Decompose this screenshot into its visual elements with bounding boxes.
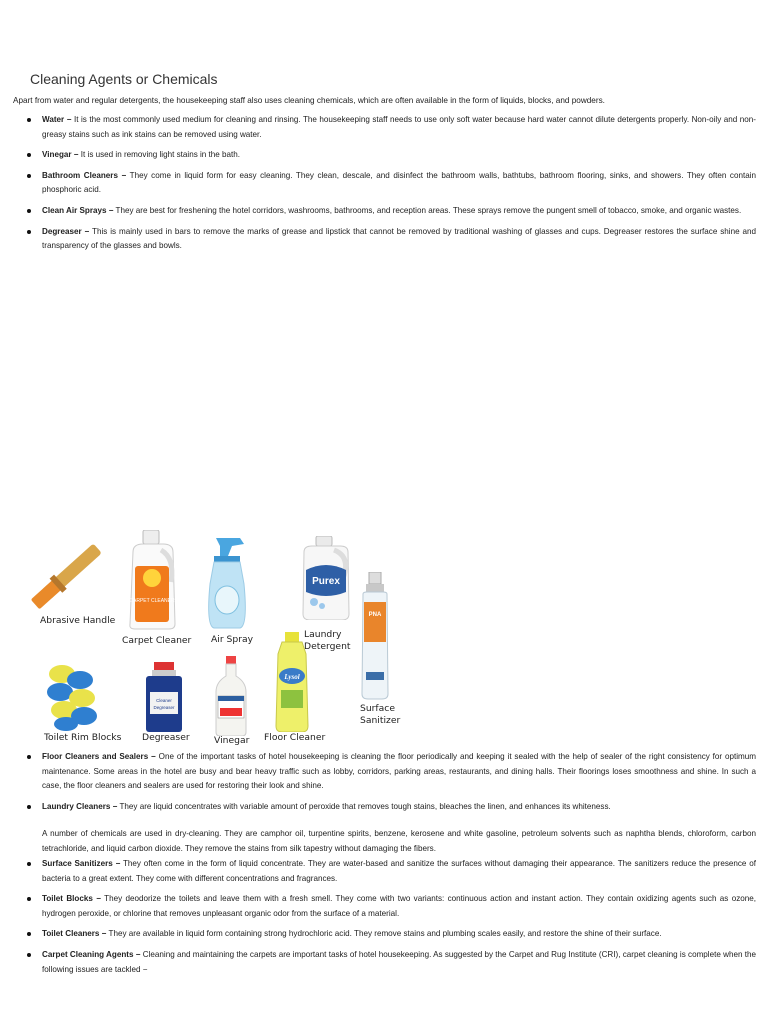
item-term: Bathroom Cleaners − xyxy=(42,170,127,180)
abrasive-handle-image xyxy=(30,536,102,616)
list-item-bathroom-cleaners xyxy=(26,169,756,198)
item-text: One of the important tasks of hotel housekeeping is cleaning the floor periodically and keeping it sealed with the help of sealer of the right consistency for optimum maintenance. Some areas in the hotel are busy and bear heavy traffic such as lobby, corridors, parking areas, restaurants, and dining halls. Their floorings loses smoothness and shine. In such a case, the floor cleaners and sealers are used for restoring their look and shine. xyxy=(42,752,756,791)
list-item-carpet-cleaning-agents xyxy=(26,948,756,977)
svg-text:Lysol: Lysol xyxy=(284,673,300,681)
caption-floor-cleaner: Floor Cleaner xyxy=(264,732,326,743)
item-text: They are available in liquid form containing strong hydrochloric acid. They remove stains and plumbing scales easily, and restore the shine of their surface. xyxy=(106,929,662,939)
item-term: Toilet Cleaners − xyxy=(42,929,107,939)
caption-laundry-line2: Detergent xyxy=(304,641,351,652)
carpet-cleaner-image xyxy=(125,530,181,630)
caption-air-spray: Air Spray xyxy=(211,634,254,645)
page-title: Cleaning Agents or Chemicals xyxy=(30,71,218,87)
item-term: Clean Air Sprays − xyxy=(42,205,114,215)
list-item-floor-cleaners xyxy=(26,750,756,794)
caption-degreaser: Degreaser xyxy=(142,732,190,743)
floor-cleaner-image xyxy=(272,632,312,732)
list-item-clean-air-sprays xyxy=(26,204,756,219)
caption-sanitizer-line2: Sanitizer xyxy=(360,715,401,726)
dry-cleaning-paragraph: A number of chemicals are used in dry-cleaning. They are camphor oil, turpentine spirits, benzene, kerosene and white gasoline, petroleum solvents such as naphtha blends, chloroform, carbon tetrachloride, and liquid carbon dioxide. They remove the stains from silk tapestry without damaging the fibers. xyxy=(42,829,756,853)
list-item-toilet-cleaners xyxy=(26,927,756,942)
item-text: Cleaning and maintaining the carpets are important tasks of hotel housekeeping. As suggested by the Carpet and Rug Institute (CRI), carpet cleaning is complete when the following issues are tackled − xyxy=(42,949,756,974)
item-text: They are best for freshening the hotel corridors, washrooms, bathrooms, and reception areas. These sprays remove the pungent smell of tobacco, smoke, and organic wastes. xyxy=(113,205,742,215)
item-text: They often come in the form of liquid concentrate. They are water-based and sanitize the surfaces without damaging their appearance. The sanitizers reduce the presence of bacteria to a great extent. They come with different concentrations and fragrances. xyxy=(42,859,756,883)
item-term: Degreaser − xyxy=(42,226,90,236)
svg-text:Purex: Purex xyxy=(312,576,340,587)
svg-text:Cleaner: Cleaner xyxy=(156,698,172,703)
item-text: They are liquid concentrates with variable amount of peroxide that removes tough stains, bleaches the linen, and enhances its whiteness. xyxy=(117,801,611,811)
bottom-list-continued xyxy=(26,857,756,977)
bottom-list xyxy=(26,750,756,814)
list-item-water xyxy=(26,113,756,142)
top-list xyxy=(26,113,756,254)
surface-sanitizer-image xyxy=(358,572,392,700)
item-term: Toilet Blocks − xyxy=(42,894,101,904)
caption-sanitizer-line1: Surface xyxy=(360,703,396,714)
item-term: Vinegar − xyxy=(42,150,79,160)
item-text: This is mainly used in bars to remove the marks of grease and lipstick that cannot be removed by traditional washing of glasses and cups. Degreaser restores the surface shine and transparency of the glasses and bowls. xyxy=(42,226,756,251)
svg-text:CARPET CLEANER: CARPET CLEANER xyxy=(129,598,175,604)
item-term: Floor Cleaners and Sealers − xyxy=(42,752,156,761)
laundry-detergent-image xyxy=(300,536,352,620)
degreaser-image xyxy=(144,662,184,732)
vinegar-image xyxy=(214,656,248,736)
caption-carpet-cleaner: Carpet Cleaner xyxy=(122,635,192,646)
item-term: Surface Sanitizers − xyxy=(42,859,121,868)
toilet-rim-blocks-image xyxy=(44,660,104,732)
item-text: It is used in removing light stains in the bath. xyxy=(78,150,241,160)
list-item-degreaser xyxy=(26,225,756,254)
caption-laundry-line1: Laundry xyxy=(304,629,342,640)
item-term: Water − xyxy=(42,115,72,124)
item-term: Laundry Cleaners − xyxy=(42,801,118,811)
list-item-vinegar xyxy=(26,148,756,163)
caption-toilet-rim-blocks: Toilet Rim Blocks xyxy=(44,732,122,743)
intro-paragraph: Apart from water and regular detergents, the housekeeping staff also uses cleaning chemicals, which are often available in the form of liquids, blocks, and powders. xyxy=(13,96,605,105)
list-item-toilet-blocks xyxy=(26,892,756,921)
list-item-surface-sanitizers xyxy=(26,857,756,886)
item-text: They come in liquid form for easy cleaning. They clean, descale, and disinfect the bathroom walls, bathtubs, bathroom flooring, sinks, and showers. They often contain phosphoric acid. xyxy=(42,170,757,195)
air-spray-image xyxy=(204,534,258,630)
caption-abrasive-handle: Abrasive Handle xyxy=(40,615,116,626)
item-text: It is the most commonly used medium for cleaning and rinsing. The housekeeping staff needs to use only soft water because hard water cannot dilute detergents properly. Non-oily and non-greasy stains such as ink stains can be removed using water. xyxy=(42,115,756,139)
item-text: They deodorize the toilets and leave them with a fresh smell. They come with two variants: continuous action and instant action. They contain oxidizing agents such as ozone, hydrogen peroxide, or chlorine that removes unpleasant organic odor from the surface of a material. xyxy=(42,894,756,918)
item-term: Carpet Cleaning Agents − xyxy=(42,949,141,959)
cleaning-products-figure xyxy=(28,528,408,750)
svg-text:PNA: PNA xyxy=(368,612,382,618)
svg-text:Degreaser: Degreaser xyxy=(153,705,175,710)
caption-vinegar: Vinegar xyxy=(214,735,250,746)
list-item-laundry-cleaners xyxy=(26,800,756,815)
